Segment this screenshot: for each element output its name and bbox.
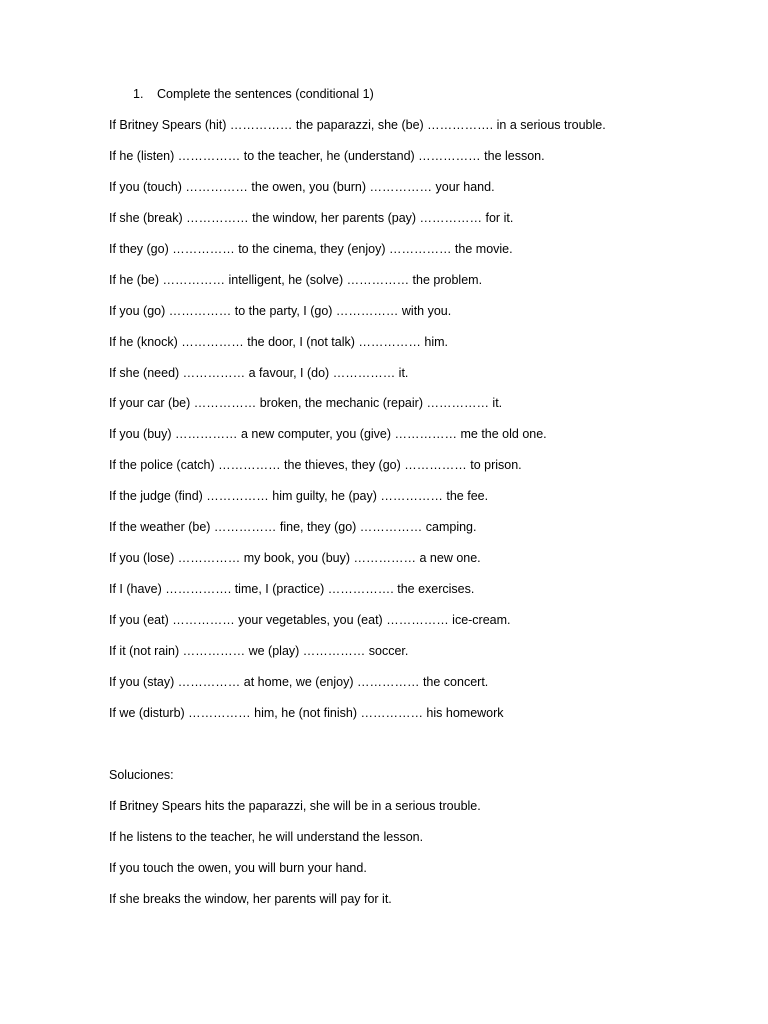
solution-sentence: If he listens to the teacher, he will understand the lesson. (109, 830, 424, 844)
exercise-list (109, 117, 606, 736)
exercise-sentence: If he (be) …………… intelligent, he (solve) …………… the problem. (109, 272, 483, 287)
solutions-list (109, 798, 481, 922)
exercise-sentence: If you (stay) …………… at home, we (enjoy) …………… the concert. (109, 674, 489, 689)
exercise-sentence: If they (go) …………… to the cinema, they (enjoy) …………… the movie. (109, 241, 513, 256)
exercise-sentence: If it (not rain) …………… we (play) …………… soccer. (109, 643, 409, 658)
exercise-heading (133, 86, 374, 102)
exercise-sentence: If he (knock) …………… the door, I (not talk) …………… him. (109, 334, 448, 349)
exercise-sentence: If you (go) …………… to the party, I (go) …………… with you. (109, 303, 452, 318)
exercise-sentence: If she (need) …………… a favour, I (do) …………… it. (109, 365, 409, 380)
solution-sentence: If Britney Spears hits the paparazzi, she will be in a serious trouble. (109, 799, 481, 813)
exercise-sentence: If we (disturb) …………… him, he (not finish) …………… his homework (109, 705, 504, 720)
exercise-sentence: If you (eat) …………… your vegetables, you (eat) …………… ice-cream. (109, 613, 511, 627)
exercise-sentence: If your car (be) …………… broken, the mechanic (repair) …………… it. (109, 396, 503, 411)
exercise-sentence: If he (listen) …………… to the teacher, he (understand) …………… the lesson. (109, 148, 545, 163)
exercise-sentence: If she (break) …………… the window, her parents (pay) …………… for it. (109, 210, 514, 225)
exercise-sentence: If you (buy) …………… a new computer, you (give) …………… me the old one. (109, 427, 547, 442)
exercise-sentence: If the weather (be) …………… fine, they (go) …………… camping. (109, 520, 477, 535)
exercise-sentence: If Britney Spears (hit) …………… the paparazzi, she (be) ……………. in a serious trouble. (109, 118, 606, 132)
exercise-sentence: If you (lose) …………… my book, you (buy) …………… a new one. (109, 551, 481, 566)
exercise-title: Complete the sentences (conditional 1) (157, 87, 374, 101)
solution-sentence: If you touch the owen, you will burn your hand. (109, 861, 367, 875)
solutions-heading: Soluciones: (109, 768, 174, 782)
exercise-number: 1. (133, 87, 144, 101)
exercise-sentence: If the judge (find) …………… him guilty, he (pay) …………… the fee. (109, 489, 489, 504)
exercise-sentence: If I (have) ……………. time, I (practice) ……………. the exercises. (109, 582, 475, 597)
exercise-sentence: If the police (catch) …………… the thieves, they (go) …………… to prison. (109, 458, 522, 473)
exercise-sentence: If you (touch) …………… the owen, you (burn) …………… your hand. (109, 179, 495, 194)
solution-sentence: If she breaks the window, her parents will pay for it. (109, 892, 392, 906)
